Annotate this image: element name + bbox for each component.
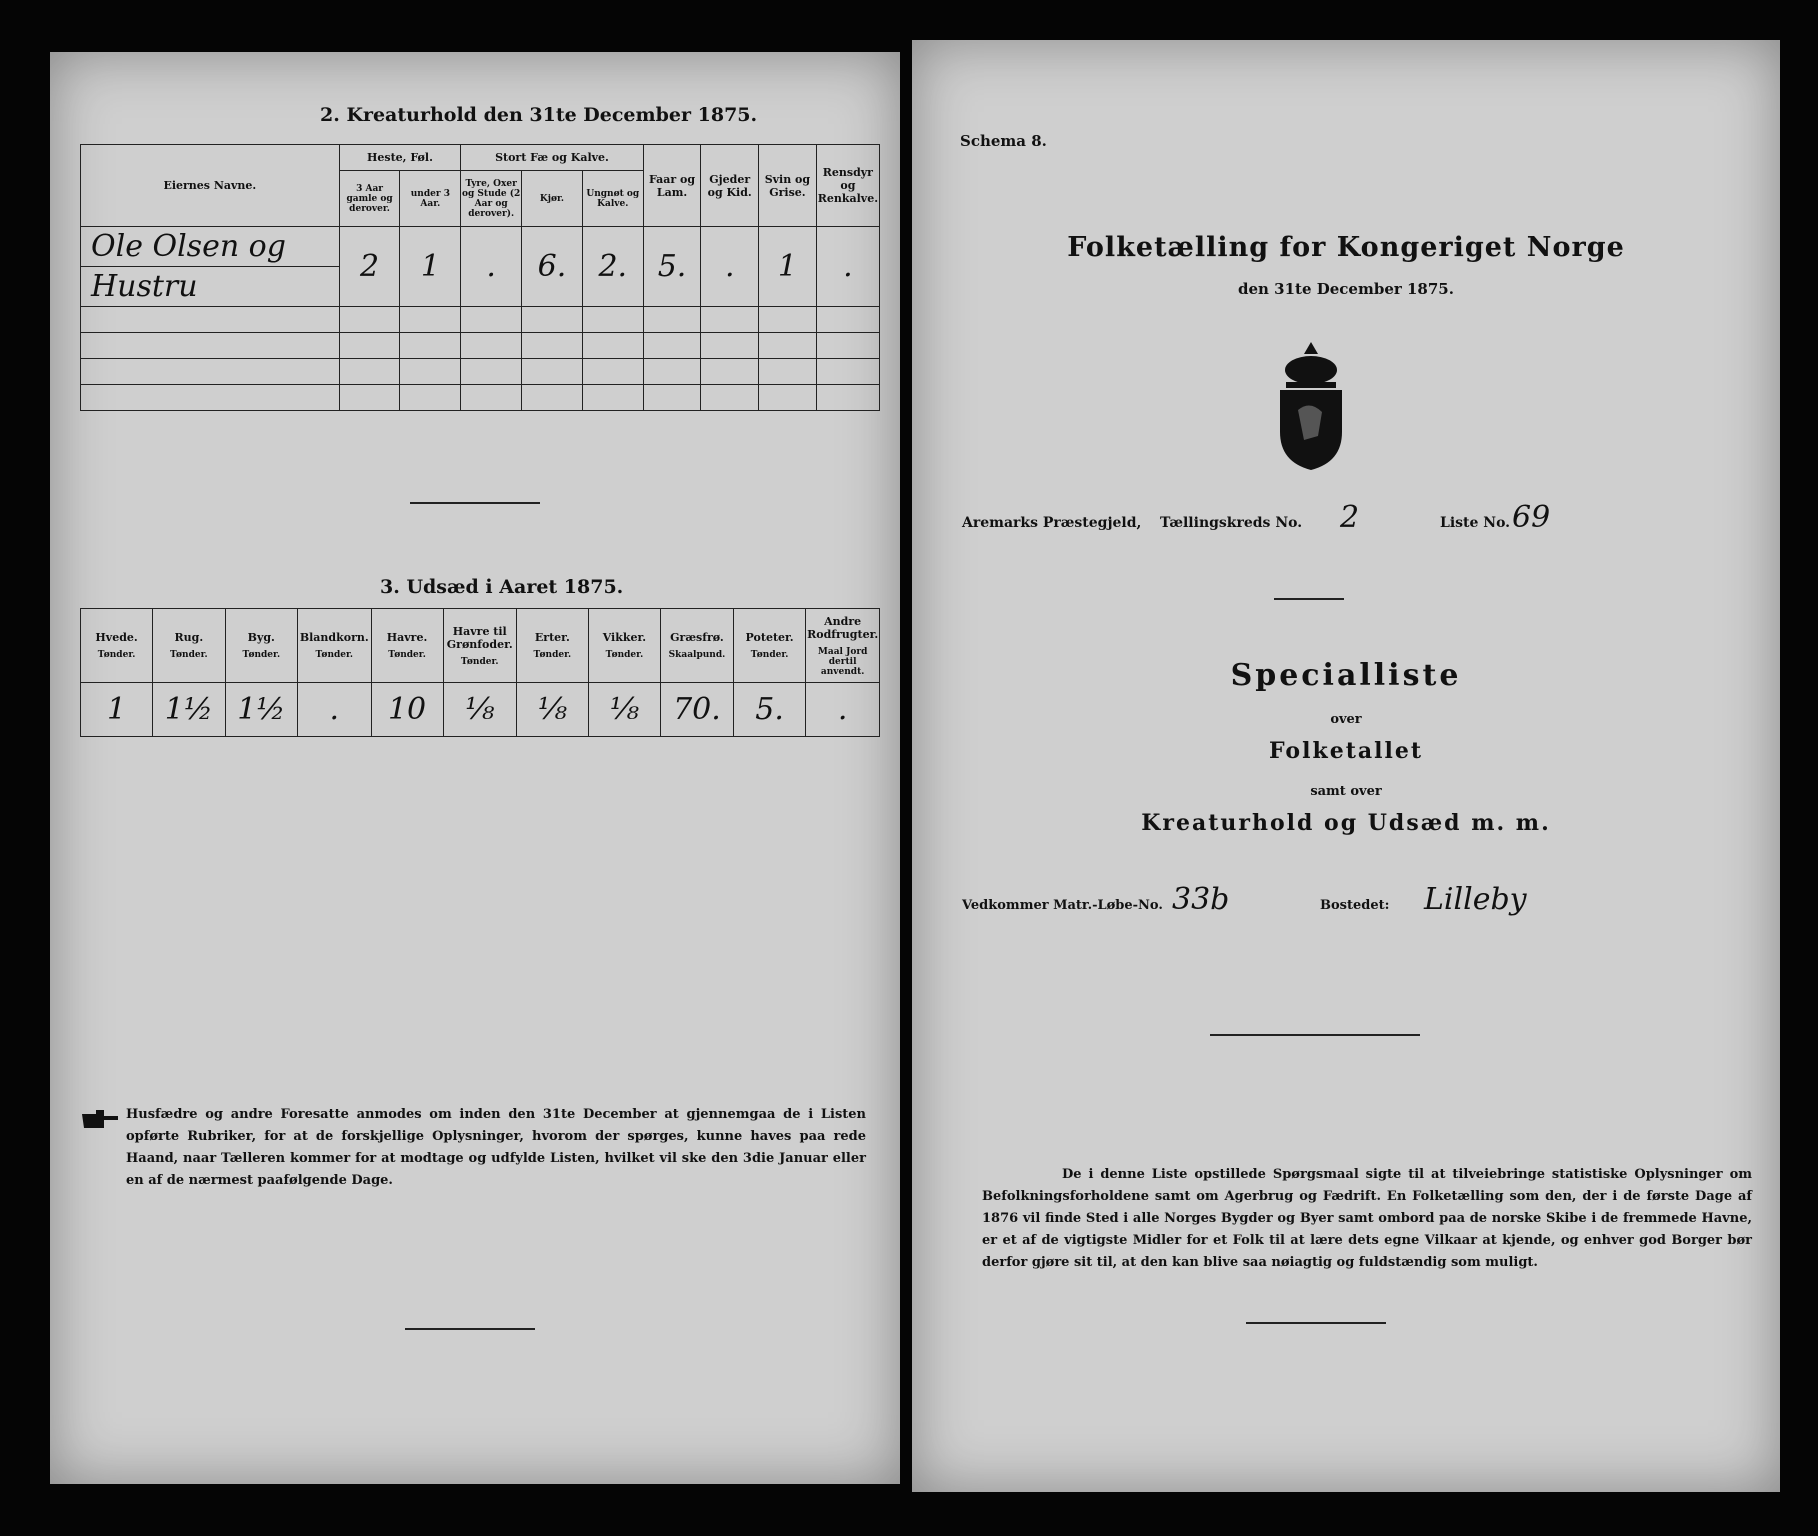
matr-value: 33b — [1172, 882, 1230, 917]
sowing-header-name: Blandkorn. — [299, 631, 369, 644]
divider-short — [1274, 598, 1344, 600]
sowing-header-unit: Tønder. — [388, 650, 426, 660]
divider — [410, 502, 540, 504]
sowing-header-unit: Tønder. — [170, 650, 208, 660]
livestock-table — [80, 144, 880, 411]
sowing-header-7 — [588, 609, 660, 683]
sowing-value-7: ⅛ — [588, 683, 660, 737]
sowing-header-6 — [516, 609, 588, 683]
heste-old-header: 3 Aar gamle og derover. — [339, 171, 400, 227]
list-value: 69 — [1512, 500, 1551, 535]
sowing-table — [80, 608, 880, 737]
kreaturhold-title: Kreaturhold og Udsæd m. m. — [1141, 810, 1551, 836]
sowing-header-name: Havre til Grønfoder. — [446, 624, 513, 651]
sowing-value-0: 1 — [81, 683, 153, 737]
sowing-header-9 — [733, 609, 805, 683]
footer-divider — [1246, 1322, 1386, 1324]
sowing-header-unit: Tønder. — [460, 656, 499, 667]
faar-value: 5. — [643, 227, 701, 307]
stort-fae-header: Stort Fæ og Kalve. — [461, 145, 643, 171]
parish-label: Aremarks Præstegjeld, — [962, 515, 1142, 531]
sowing-header-5 — [443, 609, 516, 683]
sowing-header-1 — [153, 609, 225, 683]
sowing-header-unit: Tønder. — [605, 650, 644, 660]
sowing-header-name: Græsfrø. — [670, 631, 724, 644]
sowing-header-name: Rug. — [174, 631, 204, 644]
sowing-value-4: 10 — [371, 683, 443, 737]
sowing-header-8 — [661, 609, 734, 683]
tyre-header: Tyre, Oxer og Stude (2 Aar og derover). — [461, 171, 522, 227]
footer-text: De i denne Liste opstillede Spørgsmaal sigte til at tilveiebringe statistiske Oplysninger om Befolkningsforholdene samt om Agerbrug og Fædrift. En Folketælling som den, der i de første Dage af 1876 vil finde Sted i alle Norges Bygder og Byer samt ombord paa de norske Skibe i de fremmede Havne, er et af de vigtigste Midler for et Folk til at lære dets egne Vilkaar at kjende, og enhver god Borger bør derfor gjøre sit til, at den kan blive saa nøiagtig og fuldstændig som muligt. — [982, 1167, 1752, 1270]
sowing-header-10 — [806, 609, 880, 683]
pointing-hand-icon — [80, 1108, 120, 1132]
sowing-value-6: ⅛ — [516, 683, 588, 737]
tyre-value: . — [461, 227, 522, 307]
sowing-header-name: Hvede. — [95, 631, 138, 644]
norway-coat-of-arms — [1274, 340, 1348, 472]
matr-label: Vedkommer Matr.-Løbe-No. — [962, 898, 1163, 913]
sowing-header-unit: Tønder. — [533, 650, 572, 660]
ungnot-header: Ungnøt og Kalve. — [582, 171, 643, 227]
heste-header: Heste, Føl. — [339, 145, 461, 171]
folketallet-title: Folketallet — [1269, 738, 1423, 764]
sowing-value-9: 5. — [733, 683, 805, 737]
sowing-value-5: ⅛ — [443, 683, 516, 737]
sowing-header-name: Havre. — [386, 631, 428, 644]
sowing-header-name: Poteter. — [745, 631, 794, 644]
specialliste-title: Specialliste — [1230, 658, 1462, 693]
sowing-header-4 — [371, 609, 443, 683]
sowing-value-2: 1½ — [225, 683, 297, 737]
sowing-header-name: Andre Rodfrugter. — [807, 614, 879, 641]
left-page — [50, 52, 900, 1484]
owner-name-line1: Ole Olsen og — [81, 227, 340, 267]
kjor-header: Kjør. — [522, 171, 583, 227]
sowing-value-1: 1½ — [153, 683, 225, 737]
sowing-header-name: Erter. — [534, 631, 570, 644]
ungnot-value: 2. — [582, 227, 643, 307]
sowing-value-3: . — [298, 683, 372, 737]
sowing-header-unit: Tønder. — [242, 650, 281, 660]
sowing-value-10: . — [806, 683, 880, 737]
heste-young-value: 1 — [400, 227, 461, 307]
sowing-header-unit: Skaalpund. — [668, 650, 726, 660]
gjeder-header: Gjeder og Kid. — [701, 145, 759, 227]
sowing-value-8: 70. — [661, 683, 734, 737]
rensdyr-header: Rensdyr og Renkalve. — [816, 145, 879, 227]
district-label: Tællingskreds No. — [1160, 515, 1303, 531]
main-title: Folketælling for Kongeriget Norge — [1067, 232, 1625, 263]
list-label: Liste No. — [1440, 515, 1511, 531]
sowing-header-unit: Tønder. — [97, 650, 136, 660]
sowing-header-name: Vikker. — [602, 631, 647, 644]
svin-value: 1 — [759, 227, 817, 307]
sowing-header-name: Byg. — [247, 631, 275, 644]
divider-long — [1210, 1034, 1420, 1036]
sowing-header-unit: Tønder. — [315, 650, 354, 660]
heste-young-header: under 3 Aar. — [400, 171, 461, 227]
over-label: over — [1330, 712, 1362, 727]
section2-title: 2. Kreaturhold den 31te December 1875. — [320, 104, 758, 126]
owner-header: Eiernes Navne. — [81, 145, 340, 227]
svin-header: Svin og Grise. — [759, 145, 817, 227]
bosted-label: Bostedet: — [1320, 898, 1390, 913]
kjor-value: 6. — [522, 227, 583, 307]
rensdyr-value: . — [816, 227, 879, 307]
samt-over-label: samt over — [1310, 784, 1382, 799]
owner-name-line2: Hustru — [81, 267, 340, 307]
district-value: 2 — [1340, 500, 1360, 535]
sowing-header-unit: Maal Jord dertil anvendt. — [817, 646, 868, 677]
sowing-header-unit: Tønder. — [750, 650, 789, 660]
bottom-divider — [405, 1328, 535, 1330]
sowing-header-2 — [225, 609, 297, 683]
sowing-header-3 — [298, 609, 372, 683]
faar-header: Faar og Lam. — [643, 145, 701, 227]
bosted-value: Lilleby — [1424, 882, 1527, 917]
census-date: den 31te December 1875. — [1238, 280, 1454, 298]
section3-title: 3. Udsæd i Aaret 1875. — [380, 576, 624, 598]
schema-label: Schema 8. — [960, 132, 1047, 150]
notice-text: Husfædre og andre Foresatte anmodes om inden den 31te December at gjennemgaa de i Listen opførte Rubriker, for at de forskjellige Oplysninger, hvorom der spørges, kunne haves paa rede Haand, naar Tælleren kommer for at modtage og udfylde Listen, hvilket vil ske den 3die Januar eller en af de nærmest paafølgende Dage. — [126, 1107, 866, 1188]
sowing-header-0 — [81, 609, 153, 683]
right-page — [912, 40, 1780, 1492]
heste-old-value: 2 — [339, 227, 400, 307]
gjeder-value: . — [701, 227, 759, 307]
